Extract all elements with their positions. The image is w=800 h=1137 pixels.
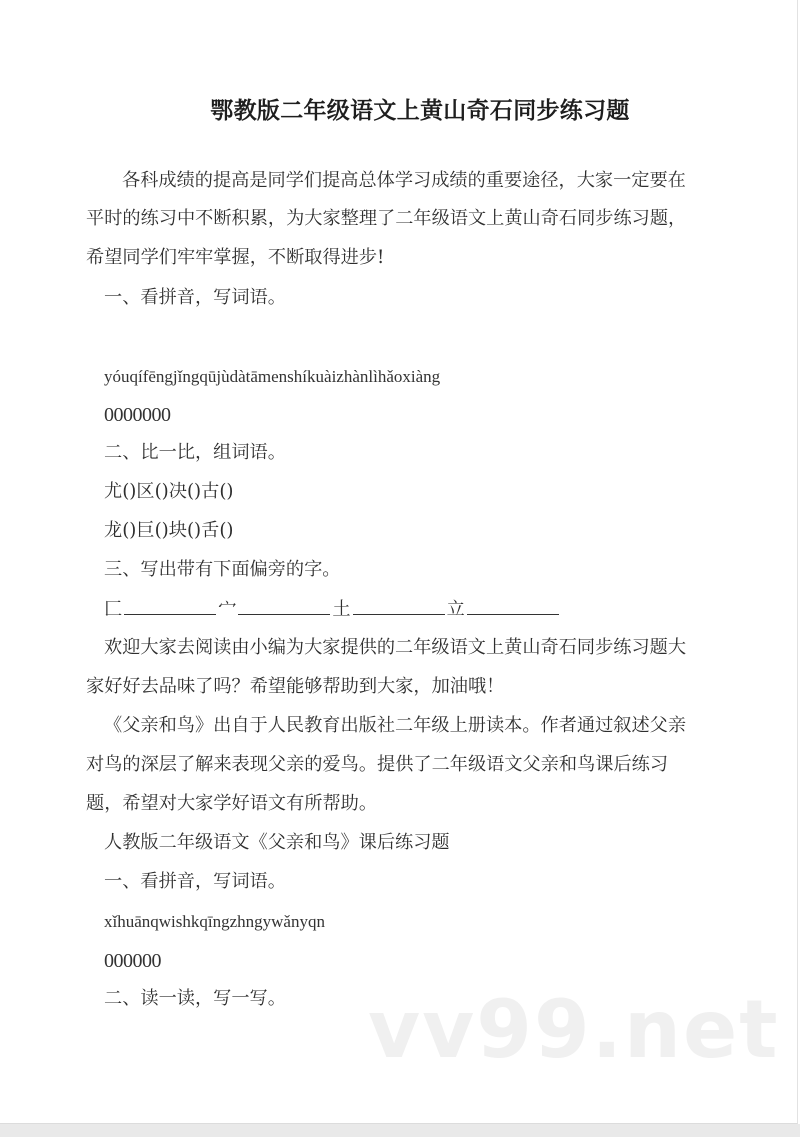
intro-line-1: 各科成绩的提高是同学们提高总体学习成绩的重要途径，大家一定要在	[122, 170, 686, 191]
section2-row-2: 龙()巨()块()舌()	[104, 520, 234, 541]
section1-pinyin: yóuqífēngjǐngqūjùdàtāmenshíkuàizhànlìhǎoxiàng	[104, 367, 441, 386]
section2-heading: 二、比一比，组词语。	[104, 442, 286, 463]
intro-line-2: 平时的练习中不断积累，为大家整理了二年级语文上黄山奇石同步练习题，	[86, 208, 687, 229]
part2-intro-line-2: 对鸟的深层了解来表现父亲的爱鸟。提供了二年级语文父亲和鸟课后练习	[86, 754, 669, 775]
document-title: 鄂教版二年级语文上黄山奇石同步练习题	[210, 98, 630, 124]
closing-line-2: 家好好去品味了吗？希望能够帮助到大家，加油哦！	[86, 676, 505, 697]
answer-blank-2[interactable]	[238, 598, 330, 615]
part2-section1-heading: 一、看拼音，写词语。	[104, 871, 286, 892]
site-watermark: vv99.net	[368, 983, 780, 1076]
section2-row-1: 尤()区()决()古()	[104, 481, 234, 502]
radical-4: 立	[446, 599, 465, 620]
page-bottom-edge	[0, 1124, 800, 1137]
part2-intro-line-1: 《父亲和鸟》出自于人民教育出版社二年级上册读本。作者通过叙述父亲	[104, 715, 687, 736]
part2-intro-line-3: 题，希望对大家学好语文有所帮助。	[86, 793, 378, 814]
section3-radicals	[104, 598, 561, 621]
answer-blank-1[interactable]	[124, 598, 216, 615]
closing-line-1: 欢迎大家去阅读由小编为大家提供的二年级语文上黄山奇石同步练习题大	[104, 637, 687, 658]
section1-heading: 一、看拼音，写词语。	[104, 287, 286, 308]
answer-blank-3[interactable]	[353, 598, 445, 615]
section3-heading: 三、写出带有下面偏旁的字。	[104, 559, 341, 580]
section1-answer-blanks: 0000000	[104, 404, 171, 426]
part2-subtitle: 人教版二年级语文《父亲和鸟》课后练习题	[104, 832, 450, 853]
answer-blank-4[interactable]	[467, 598, 559, 615]
intro-line-3: 希望同学们牢牢掌握，不断取得进步!	[86, 247, 385, 268]
radical-1: 匚	[104, 599, 123, 620]
part2-section1-answer-blanks: 000000	[104, 950, 161, 972]
radical-3: 土	[332, 599, 351, 620]
radical-2: 宀	[218, 599, 237, 620]
part2-section2-heading: 二、读一读，写一写。	[104, 988, 286, 1009]
part2-section1-pinyin: xǐhuānqwishkqīngzhngywǎnyqn	[104, 912, 325, 931]
